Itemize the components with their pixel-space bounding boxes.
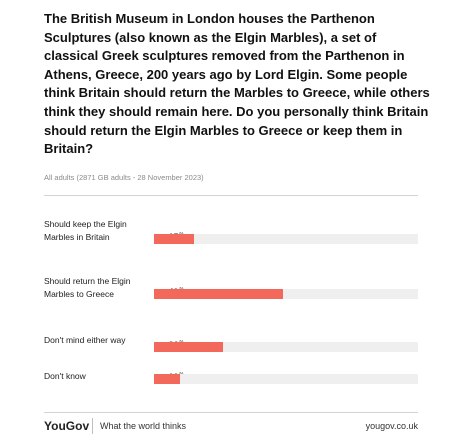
category-label: Should return the Elgin Marbles to Greece — [44, 276, 131, 299]
category-label: Should keep the Elgin Marbles in Britain — [44, 219, 127, 242]
bar-track — [154, 234, 418, 244]
bar — [154, 374, 180, 384]
category-label: Don't know — [44, 371, 86, 381]
footer-site: yougov.co.uk — [365, 421, 418, 431]
sample-info: All adults (2871 GB adults - 28 November 2023) — [44, 173, 204, 182]
survey-question: The British Museum in London houses the Parthenon Sculptures (also known as the Elgin Marbles), a set of classical Greek sculptures removed from the Parthenon in Athens, Greece, 200 years ago by Lord Elgin. Some people think Britain should return the Marbles to Greece, while others think they should remain here. Do you personally think Britain should return the Elgin Marbles to Greece or keep them in Britain? — [44, 11, 430, 157]
bar — [154, 342, 223, 352]
bar-track — [154, 374, 418, 384]
top-divider — [44, 195, 418, 196]
footer-divider — [92, 418, 93, 434]
category-label: Don't mind either way — [44, 335, 126, 345]
bar — [154, 234, 194, 244]
yougov-logo: YouGov — [44, 419, 90, 433]
bar — [154, 289, 283, 299]
footer-tagline: What the world thinks — [100, 421, 187, 431]
bottom-divider — [44, 412, 418, 413]
bar-track — [154, 289, 418, 299]
bar-track — [154, 342, 418, 352]
